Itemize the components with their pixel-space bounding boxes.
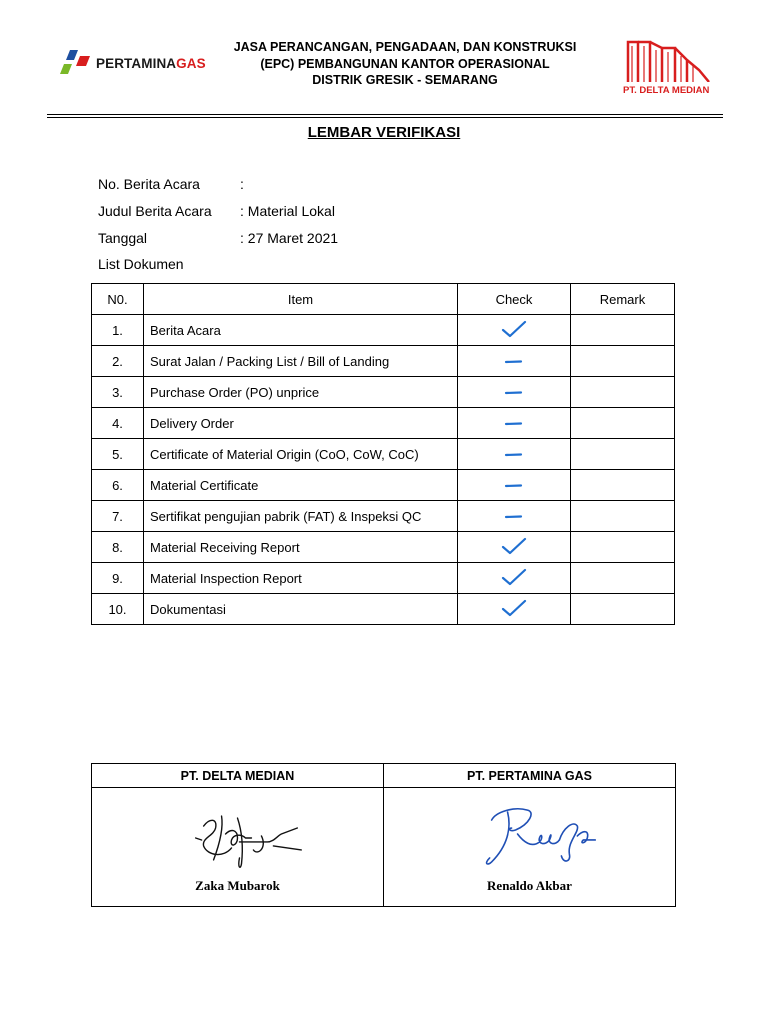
signature-company-right: PT. PERTAMINA GAS	[384, 764, 676, 788]
signature-company-left: PT. DELTA MEDIAN	[92, 764, 384, 788]
row-number: 2.	[92, 346, 144, 377]
field-value: :	[240, 176, 244, 192]
table-row	[92, 501, 675, 532]
checkmark-icon	[501, 319, 527, 339]
table-row	[92, 532, 675, 563]
field-label: Tanggal	[98, 230, 148, 246]
row-remark	[571, 346, 675, 377]
signature-zaka-mubarok	[92, 798, 383, 873]
signature-renaldo-akbar	[384, 798, 675, 873]
row-number: 5.	[92, 439, 144, 470]
header-title-line-2: (EPC) PEMBANGUNAN KANTOR OPERASIONAL	[260, 56, 550, 71]
pertamina-gas-logo	[56, 42, 206, 84]
header-divider-top	[47, 114, 723, 115]
row-check	[458, 377, 571, 408]
pertamina-gas-wordmark: PERTAMINAGAS	[96, 56, 206, 71]
row-item: Sertifikat pengujian pabrik (FAT) & Inspeksi QC	[144, 501, 458, 532]
delta-median-logo-icon	[625, 40, 711, 82]
row-item: Surat Jalan / Packing List / Bill of Landing	[144, 346, 458, 377]
row-number: 8.	[92, 532, 144, 563]
signatory-name-right: Renaldo Akbar	[487, 878, 572, 893]
column-header-no: N0.	[92, 284, 144, 315]
table-row	[92, 315, 675, 346]
header-title-line-1: JASA PERANCANGAN, PENGADAAN, DAN KONSTRUKSI	[233, 40, 577, 54]
table-row	[92, 470, 675, 501]
row-remark	[571, 408, 675, 439]
field-value: : Material Lokal	[240, 203, 335, 219]
row-number: 4.	[92, 408, 144, 439]
row-check	[458, 408, 571, 439]
row-check	[458, 346, 571, 377]
signature-cell-left	[92, 788, 384, 907]
row-item: Material Inspection Report	[144, 563, 458, 594]
dash-icon	[504, 482, 524, 490]
table-row	[92, 439, 675, 470]
row-item: Delivery Order	[144, 408, 458, 439]
row-remark	[571, 594, 675, 625]
table-row	[92, 377, 675, 408]
row-item: Dokumentasi	[144, 594, 458, 625]
dash-icon	[504, 420, 524, 428]
dash-icon	[504, 451, 524, 459]
delta-median-logo	[620, 40, 715, 100]
row-check	[458, 532, 571, 563]
row-remark	[571, 563, 675, 594]
signature-table	[91, 763, 676, 907]
row-item: Berita Acara	[144, 315, 458, 346]
row-number: 9.	[92, 563, 144, 594]
row-item: Material Receiving Report	[144, 532, 458, 563]
checkmark-icon	[501, 567, 527, 587]
signature-body-row	[92, 788, 676, 907]
row-remark	[571, 470, 675, 501]
signatory-name-left: Zaka Mubarok	[195, 878, 280, 893]
dash-icon	[504, 513, 524, 521]
row-item: Certificate of Material Origin (CoO, CoW, CoC)	[144, 439, 458, 470]
field-label: List Dokumen	[98, 256, 184, 272]
row-check	[458, 470, 571, 501]
row-number: 1.	[92, 315, 144, 346]
document-title: LEMBAR VERIFIKASI	[307, 124, 461, 141]
row-remark	[571, 315, 675, 346]
row-check	[458, 563, 571, 594]
pertamina-logo-icon	[56, 44, 94, 82]
checkmark-icon	[501, 536, 527, 556]
row-check	[458, 315, 571, 346]
row-remark	[571, 532, 675, 563]
field-label: Judul Berita Acara	[98, 203, 212, 219]
row-number: 7.	[92, 501, 144, 532]
table-header-row	[92, 284, 675, 315]
row-number: 3.	[92, 377, 144, 408]
table-row	[92, 346, 675, 377]
dash-icon	[504, 389, 524, 397]
table-row	[92, 408, 675, 439]
row-check	[458, 501, 571, 532]
row-remark	[571, 439, 675, 470]
column-header-remark: Remark	[571, 284, 675, 315]
signature-cell-right	[384, 788, 676, 907]
field-value: : 27 Maret 2021	[240, 230, 339, 246]
row-number: 10.	[92, 594, 144, 625]
row-check	[458, 439, 571, 470]
row-remark	[571, 377, 675, 408]
checkmark-icon	[501, 598, 527, 618]
dash-icon	[504, 358, 524, 366]
signature-header-row	[92, 764, 676, 788]
column-header-item: Item	[144, 284, 458, 315]
table-row	[92, 563, 675, 594]
field-label: No. Berita Acara	[98, 176, 200, 192]
row-number: 6.	[92, 470, 144, 501]
row-item: Material Certificate	[144, 470, 458, 501]
row-check	[458, 594, 571, 625]
document-checklist-table	[91, 283, 675, 625]
row-remark	[571, 501, 675, 532]
delta-median-caption: PT. DELTA MEDIAN	[623, 85, 710, 96]
table-row	[92, 594, 675, 625]
header-title	[210, 39, 600, 89]
column-header-check: Check	[458, 284, 571, 315]
row-item: Purchase Order (PO) unprice	[144, 377, 458, 408]
header-title-line-3: DISTRIK GRESIK - SEMARANG	[312, 73, 498, 87]
header-divider-bottom	[47, 117, 723, 118]
